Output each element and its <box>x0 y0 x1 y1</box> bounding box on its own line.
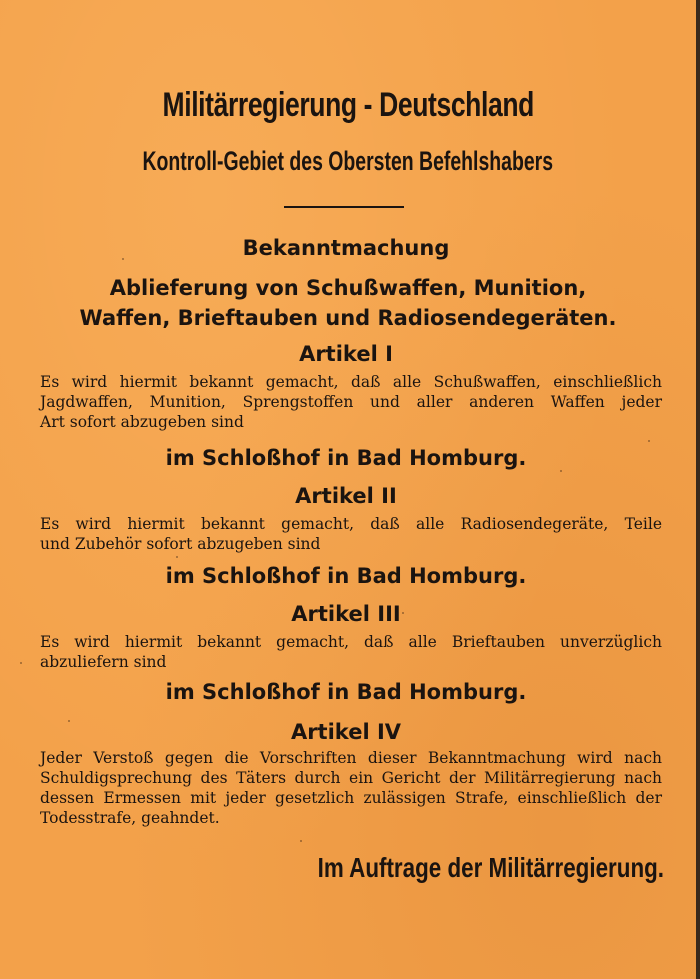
header-subtitle: Kontroll-Gebiet des Obersten Befehlshabers <box>142 146 554 176</box>
article-1-line-2: Jagdwaffen, Munition, Sprengstoffen und aller anderen Waffen jeder <box>40 393 662 411</box>
signature-line: Im Auftrage der Militärregierung. <box>317 852 664 883</box>
article-4-text <box>40 748 662 828</box>
print-speck <box>176 556 178 558</box>
article-2-line-1: Es wird hiermit bekannt gemacht, daß alle Radiosendegeräte, Teile <box>40 515 662 533</box>
article-1-line-1: Es wird hiermit bekannt gemacht, daß alle Schußwaffen, einschließlich <box>40 373 662 391</box>
article-3-line-1: Es wird hiermit bekannt gemacht, daß alle Brieftauben unverzüglich <box>40 633 662 651</box>
print-speck <box>648 440 650 442</box>
article-4-line-4: Todesstrafe, geahndet. <box>40 809 220 827</box>
article-3-text <box>40 632 662 672</box>
notice-heading: Bekanntmachung <box>242 236 450 260</box>
print-speck <box>300 840 302 842</box>
paper-edge <box>696 0 700 979</box>
article-3-title: Artikel III <box>291 602 401 626</box>
print-speck <box>402 612 404 614</box>
article-2-place: im Schloßhof in Bad Homburg. <box>165 564 527 588</box>
article-2-text <box>40 514 662 554</box>
article-4-line-3: dessen Ermessen mit jeder gesetzlich zulässigen Strafe, einschließlich der <box>40 789 662 807</box>
print-speck <box>20 662 22 664</box>
article-4-line-2: Schuldigsprechung des Täters durch ein Gericht der Militärregierung nach <box>40 769 662 787</box>
header-title: Militärregierung - Deutschland <box>162 86 534 124</box>
article-3-place: im Schloßhof in Bad Homburg. <box>165 680 527 704</box>
notice-subject-line-2: Waffen, Brieftauben und Radiosendegeräten. <box>79 306 617 330</box>
article-4-line-1: Jeder Verstoß gegen die Vorschriften dieser Bekanntmachung wird nach <box>40 749 662 767</box>
notice-subject-line-1: Ablieferung von Schußwaffen, Munition, <box>109 276 587 300</box>
article-1-place: im Schloßhof in Bad Homburg. <box>165 446 527 470</box>
print-speck <box>122 258 124 260</box>
article-3-line-2: abzuliefern sind <box>40 653 167 671</box>
print-speck <box>68 720 70 722</box>
header-divider <box>284 206 404 208</box>
article-1-title: Artikel I <box>299 342 393 366</box>
article-2-title: Artikel II <box>295 484 397 508</box>
article-4-title: Artikel IV <box>290 720 402 744</box>
article-2-line-2: und Zubehör sofort abzugeben sind <box>40 535 321 553</box>
article-1-text <box>40 372 662 432</box>
article-1-line-3: Art sofort abzugeben sind <box>40 413 244 431</box>
print-speck <box>560 470 562 472</box>
